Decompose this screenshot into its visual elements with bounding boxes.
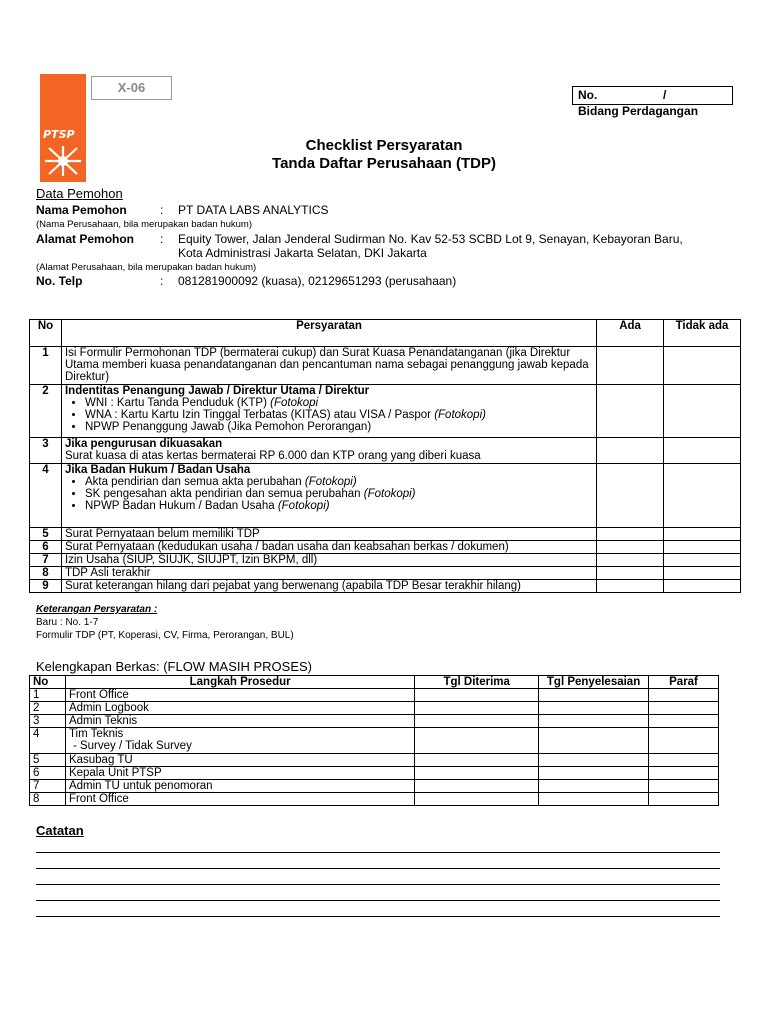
row-text: Isi Formulir Permohonan TDP (bermaterai cukup) dan Surat Kuasa Penandatanganan (jika Direktur Utama memberi kuasa penandatanganan dan pencantuman nama sebagai penanggung jawab kepada Direktur) (61, 347, 596, 385)
flow-step: Tim Teknis - Survey / Tidak Survey (65, 728, 414, 754)
row-text (61, 438, 596, 464)
row-no: 2 (30, 385, 62, 438)
tidak-ada-cell[interactable] (664, 541, 741, 554)
list-item: • WNA : Kartu Kartu Izin Tinggal Terbatas (KITAS) atau VISA / Paspor (Fotokopi) (85, 409, 593, 421)
table-row (30, 715, 719, 728)
tgl-diterima-cell[interactable] (415, 702, 539, 715)
row-text: Izin Usaha (SIUP, SIUJK, SIUJPT, Izin BKPM, dll) (61, 554, 596, 567)
row-text (61, 385, 596, 438)
table-row (30, 580, 741, 593)
flow-substep: - Survey / Tidak Survey (72, 740, 192, 752)
header-no: No (30, 320, 62, 347)
flow-header-tgl-diterima: Tgl Diterima (415, 676, 539, 689)
tidak-ada-cell[interactable] (664, 464, 741, 528)
table-row (30, 464, 741, 528)
ada-cell[interactable] (597, 347, 664, 385)
keterangan-line2: Formulir TDP (PT, Koperasi, CV, Firma, Perorangan, BUL) (36, 630, 294, 641)
flow-header-no: No (30, 676, 66, 689)
paraf-cell[interactable] (649, 689, 719, 702)
table-row (30, 528, 741, 541)
ada-cell[interactable] (597, 528, 664, 541)
table-row (30, 541, 741, 554)
tgl-diterima-cell[interactable] (415, 793, 539, 806)
row-text: TDP Asli terakhir (61, 567, 596, 580)
nama-label: Nama Pemohon (36, 203, 127, 217)
tidak-ada-cell[interactable] (664, 567, 741, 580)
table-row (30, 767, 719, 780)
tidak-ada-cell[interactable] (664, 385, 741, 438)
row-detail: Surat kuasa di atas kertas bermaterai RP 6.000 dan KTP orang yang diberi kuasa (64, 450, 481, 462)
flow-no: 4 (30, 728, 66, 754)
tgl-diterima-cell[interactable] (415, 767, 539, 780)
tgl-penyelesaian-cell[interactable] (539, 728, 649, 754)
requirements-table (29, 319, 741, 593)
row-no: 6 (30, 541, 62, 554)
row-text: Surat Pernyataan belum memiliki TDP (61, 528, 596, 541)
row-heading: Jika pengurusan dikuasakan (64, 438, 223, 450)
tgl-penyelesaian-cell[interactable] (539, 780, 649, 793)
catatan-line[interactable] (36, 884, 720, 885)
paraf-cell[interactable] (649, 702, 719, 715)
alamat-colon: : (160, 232, 164, 246)
section-data-pemohon: Data Pemohon (36, 186, 123, 201)
catatan-line[interactable] (36, 852, 720, 853)
header-tidak-ada: Tidak ada (664, 320, 741, 347)
tidak-ada-cell[interactable] (664, 438, 741, 464)
header-ada: Ada (597, 320, 664, 347)
ada-cell[interactable] (597, 554, 664, 567)
ada-cell[interactable] (597, 580, 664, 593)
telp-value: 081281900092 (kuasa), 02129651293 (perusahaan) (178, 274, 457, 288)
list-item: • SK pengesahan akta pendirian dan semua perubahan (Fotokopi) (85, 488, 593, 500)
flow-step: Admin Logbook (65, 702, 414, 715)
row-no: 3 (30, 438, 62, 464)
tidak-ada-cell[interactable] (664, 580, 741, 593)
flow-header-paraf: Paraf (649, 676, 719, 689)
flow-step: Front Office (65, 793, 414, 806)
tgl-penyelesaian-cell[interactable] (539, 689, 649, 702)
table-row (30, 554, 741, 567)
table-row (30, 793, 719, 806)
tgl-diterima-cell[interactable] (415, 689, 539, 702)
flow-no: 5 (30, 754, 66, 767)
keterangan-line1: Baru : No. 1-7 (36, 617, 99, 628)
row-heading: Jika Badan Hukum / Badan Usaha (64, 464, 251, 476)
table-row (30, 689, 719, 702)
telp-label: No. Telp (36, 274, 83, 288)
flow-no: 7 (30, 780, 66, 793)
row-text (61, 464, 596, 528)
no-label: No. (578, 88, 598, 102)
tgl-diterima-cell[interactable] (415, 754, 539, 767)
table-row (30, 754, 719, 767)
keterangan-title: Keterangan Persyaratan : (36, 604, 158, 615)
tidak-ada-cell[interactable] (664, 554, 741, 567)
tgl-penyelesaian-cell[interactable] (539, 754, 649, 767)
paraf-cell[interactable] (649, 754, 719, 767)
alamat-label: Alamat Pemohon (36, 232, 135, 246)
flow-step: Kepala Unit PTSP (65, 767, 414, 780)
row-no: 8 (30, 567, 62, 580)
catatan-line[interactable] (36, 916, 720, 917)
paraf-cell[interactable] (649, 780, 719, 793)
page-title-line2: Tanda Daftar Perusahaan (TDP) (272, 155, 496, 172)
ada-cell[interactable] (597, 541, 664, 554)
alamat-note: (Alamat Perusahaan, bila merupakan badan hukum) (36, 262, 257, 273)
tgl-penyelesaian-cell[interactable] (539, 715, 649, 728)
row-text: Surat keterangan hilang dari pejabat yang berwenang (apabila TDP Besar terakhir hilang) (61, 580, 596, 593)
row-no: 4 (30, 464, 62, 528)
form-code-box: X-06 (91, 76, 172, 100)
bidang-label: Bidang Perdagangan (578, 104, 699, 118)
flow-step: Front Office (65, 689, 414, 702)
no-slash: / (663, 88, 667, 102)
list-item: • Akta pendirian dan semua akta perubahan (Fotokopi) (85, 476, 593, 488)
table-row (30, 780, 719, 793)
ada-cell[interactable] (597, 464, 664, 528)
nama-note: (Nama Perusahaan, bila merupakan badan hukum) (36, 219, 252, 230)
table-row (30, 347, 741, 385)
nama-value: PT DATA LABS ANALYTICS (178, 203, 329, 217)
ada-cell[interactable] (597, 385, 664, 438)
flow-no: 2 (30, 702, 66, 715)
row-no: 5 (30, 528, 62, 541)
flow-no: 8 (30, 793, 66, 806)
row-no: 7 (30, 554, 62, 567)
flow-section-title: Kelengkapan Berkas: (FLOW MASIH PROSES) (36, 659, 312, 674)
row-heading: Indentitas Penangung Jawab / Direktur Utama / Direktur (64, 385, 370, 397)
nama-colon: : (160, 203, 164, 217)
paraf-cell[interactable] (649, 767, 719, 780)
flow-step: Admin Teknis (65, 715, 414, 728)
alamat-line2: Kota Administrasi Jakarta Selatan, DKI Jakarta (178, 246, 427, 260)
paraf-cell[interactable] (649, 793, 719, 806)
flow-no: 3 (30, 715, 66, 728)
table-row (30, 702, 719, 715)
list-item: • WNI : Kartu Tanda Penduduk (KTP) (Fotokopi (85, 397, 593, 409)
table-row (30, 567, 741, 580)
flow-header-tgl-penyelesaian: Tgl Penyelesaian (539, 676, 649, 689)
ada-cell[interactable] (597, 567, 664, 580)
page-title-line1: Checklist Persyaratan (305, 137, 463, 154)
ada-cell[interactable] (597, 438, 664, 464)
tgl-diterima-cell[interactable] (415, 780, 539, 793)
flow-header-langkah: Langkah Prosedur (65, 676, 414, 689)
tidak-ada-cell[interactable] (664, 347, 741, 385)
table-header-row (30, 676, 719, 689)
alamat-line1: Equity Tower, Jalan Jenderal Sudirman No. Kav 52-53 SCBD Lot 9, Senayan, Kebayoran Baru, (178, 232, 683, 246)
tidak-ada-cell[interactable] (664, 528, 741, 541)
catatan-line[interactable] (36, 868, 720, 869)
document-number-box[interactable] (572, 86, 733, 105)
tgl-diterima-cell[interactable] (415, 728, 539, 754)
table-row (30, 385, 741, 438)
tgl-penyelesaian-cell[interactable] (539, 767, 649, 780)
flow-no: 1 (30, 689, 66, 702)
logo-text: PTSP (43, 128, 75, 141)
table-row (30, 728, 719, 754)
catatan-title: Catatan (36, 823, 84, 838)
list-item: • NPWP Penanggung Jawab (Jika Pemohon Perorangan) (85, 421, 593, 433)
tgl-diterima-cell[interactable] (415, 715, 539, 728)
header-persyaratan: Persyaratan (61, 320, 596, 347)
paraf-cell[interactable] (649, 728, 719, 754)
paraf-cell[interactable] (649, 715, 719, 728)
flow-no: 6 (30, 767, 66, 780)
table-row (30, 438, 741, 464)
row-no: 9 (30, 580, 62, 593)
table-header-row (30, 320, 741, 347)
row-no: 1 (30, 347, 62, 385)
flow-step: Kasubag TU (65, 754, 414, 767)
row-text: Surat Pernyataan (kedudukan usaha / badan usaha dan keabsahan berkas / dokumen) (61, 541, 596, 554)
list-item: • NPWP Badan Hukum / Badan Usaha (Fotokopi) (85, 500, 593, 512)
flow-step: Admin TU untuk penomoran (65, 780, 414, 793)
catatan-line[interactable] (36, 900, 720, 901)
tgl-penyelesaian-cell[interactable] (539, 793, 649, 806)
telp-colon: : (160, 274, 164, 288)
flow-table (29, 675, 719, 806)
tgl-penyelesaian-cell[interactable] (539, 702, 649, 715)
